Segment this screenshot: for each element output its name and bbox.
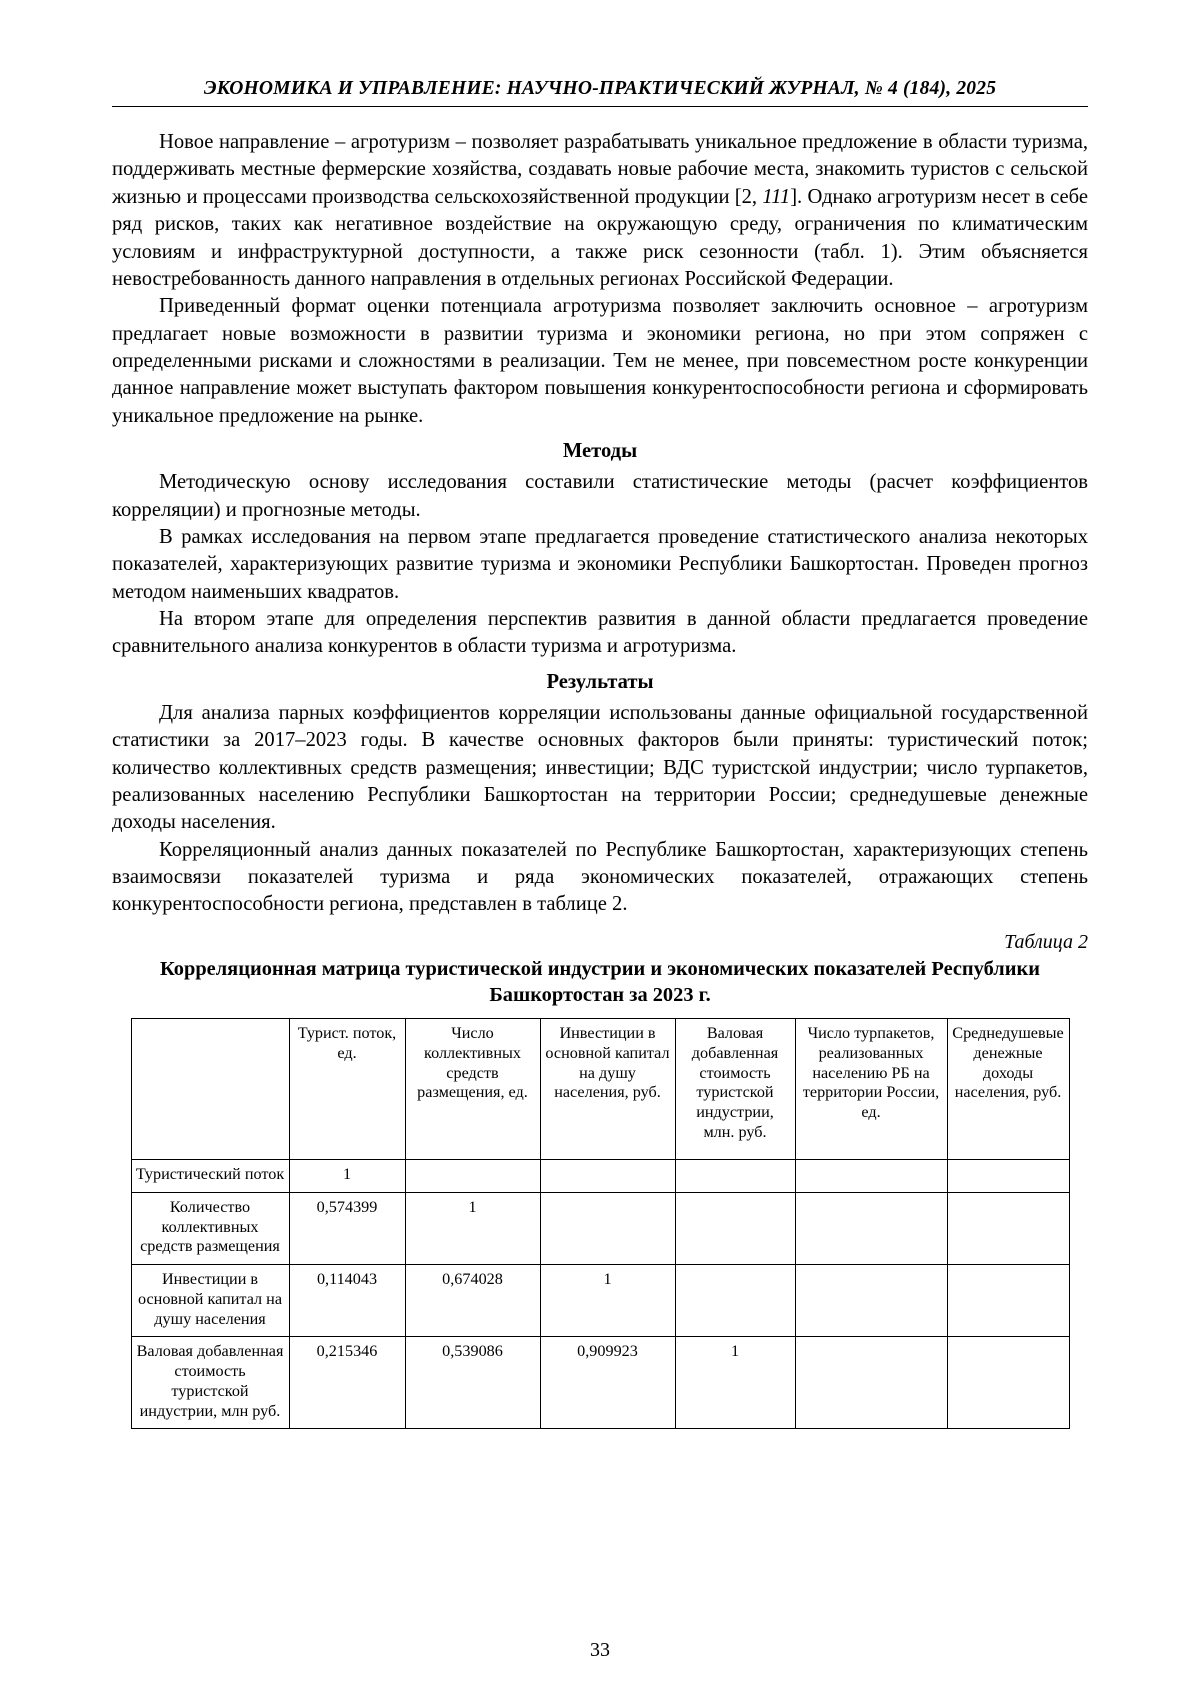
section-heading-results: Результаты [546,670,654,693]
table-cell [947,1265,1069,1337]
table-cell [947,1192,1069,1264]
table-cell [947,1337,1069,1429]
table-cell [795,1159,947,1192]
table-col-header-1: Турист. поток, ед. [289,1018,405,1159]
table-col-header-4: Валовая добавленная стоимость туристской индустрии, млн. руб. [675,1018,795,1159]
table-cell: 0,909923 [540,1337,675,1429]
table-cell [795,1337,947,1429]
table-header-row [131,1018,1069,1159]
section-heading-methods: Методы [562,440,638,463]
table-cell [675,1265,795,1337]
table-col-header-2: Число коллективных средств размещения, ед. [405,1018,540,1159]
table-title: Корреляционная матрица туристической индустрии и экономических показателей Республики Башкортостан за 2023 г. [160,957,1040,1006]
paragraph-methods-1: Методическую основу исследования составили статистические методы (расчет коэффициентов корреляции) и прогнозные методы. [112,471,1088,521]
table-col-header-0 [131,1018,289,1159]
page-number: 33 [590,1639,610,1661]
table-cell [795,1192,947,1264]
table-row [131,1265,1069,1337]
table-cell [540,1159,675,1192]
table-col-header-6: Среднедушевые денежные доходы населения, руб. [947,1018,1069,1159]
table-cell [405,1159,540,1192]
table-cell: 1 [675,1337,795,1429]
table-cell: 0,674028 [405,1265,540,1337]
table-number-label: Таблица 2 [1004,930,1088,953]
table-cell [675,1192,795,1264]
table-cell [947,1159,1069,1192]
paragraph-results-1: Для анализа парных коэффициентов корреляции использованы данные официальной государственной статистики за 2017–2023 годы. В качестве основных факторов были приняты: туристический поток; количество коллективных средств размещения; инвестиции; ВДС туристской индустрии; число турпакетов, реализованных населению Республики Башкортостан на территории России; среднедушевые денежные доходы населения. [112,701,1088,834]
table-cell [675,1159,795,1192]
running-head: ЭКОНОМИКА И УПРАВЛЕНИЕ: НАУЧНО-ПРАКТИЧЕСКИЙ ЖУРНАЛ, № 4 (184), 2025 [112,78,1088,107]
table-cell [795,1265,947,1337]
table-cell: 1 [289,1159,405,1192]
table-cell: 0,215346 [289,1337,405,1429]
table-row [131,1192,1069,1264]
table-col-header-5: Число турпакетов, реализованных населению РБ на территории России, ед. [795,1018,947,1159]
table-row-label: Количество коллективных средств размещения [131,1192,289,1264]
table-col-header-3: Инвестиции в основной капитал на душу населения, руб. [540,1018,675,1159]
paragraph-methods-3: На втором этапе для определения перспектив развития в данной области предлагается проведение сравнительного анализа конкурентов в области туризма и агротуризма. [112,608,1088,658]
table-row-label: Инвестиции в основной капитал на душу населения [131,1265,289,1337]
paragraph-intro-1: Новое направление – агротуризм – позволяет разрабатывать уникальное предложение в области туризма, поддерживать местные фермерские хозяйства, создавать новые рабочие места, знакомить туристов с сельской жизнью и процессами производства сельскохозяйственной продукции [2, 111]. Однако агротуризм несет в себе ряд рисков, таких как негативное воздействие на окружающую среду, ограничения по климатическим условиям и инфраструктурной доступности, а также риск сезонности (табл. 1). Этим объясняется невостребованность данного направления в отдельных регионах Российской Федерации. [112,131,1088,290]
table-row [131,1159,1069,1192]
table-cell: 1 [540,1265,675,1337]
paragraph-intro-2: Приведенный формат оценки потенциала агротуризма позволяет заключить основное – агротуризм предлагает новые возможности в развитии туризма и экономики региона, но при этом сопряжен с определенными рисками и сложностями в реализации. Тем не менее, при повсеместном росте конкуренции данное направление может выступать фактором повышения конкурентоспособности региона и сформировать уникальное предложение на рынке. [112,295,1088,427]
table-cell: 0,539086 [405,1337,540,1429]
table-row-label: Туристический поток [131,1159,289,1192]
table-cell [540,1192,675,1264]
paragraph-results-2: Корреляционный анализ данных показателей по Республике Башкортостан, характеризующих степень взаимосвязи показателей туризма и ряда экономических показателей, отражающих степень конкурентоспособности региона, представлен в таблице 2. [112,838,1088,916]
correlation-matrix-table [131,1018,1070,1429]
table-cell: 1 [405,1192,540,1264]
table-cell: 0,114043 [289,1265,405,1337]
table-row-label: Валовая добавленная стоимость туристской индустрии, млн руб. [131,1337,289,1429]
paragraph-methods-2: В рамках исследования на первом этапе предлагается проведение статистического анализа некоторых показателей, характеризующих развитие туризма и экономики Республики Башкортостан. Проведен прогноз методом наименьших квадратов. [112,525,1088,603]
table-row [131,1337,1069,1429]
table-cell: 0,574399 [289,1192,405,1264]
